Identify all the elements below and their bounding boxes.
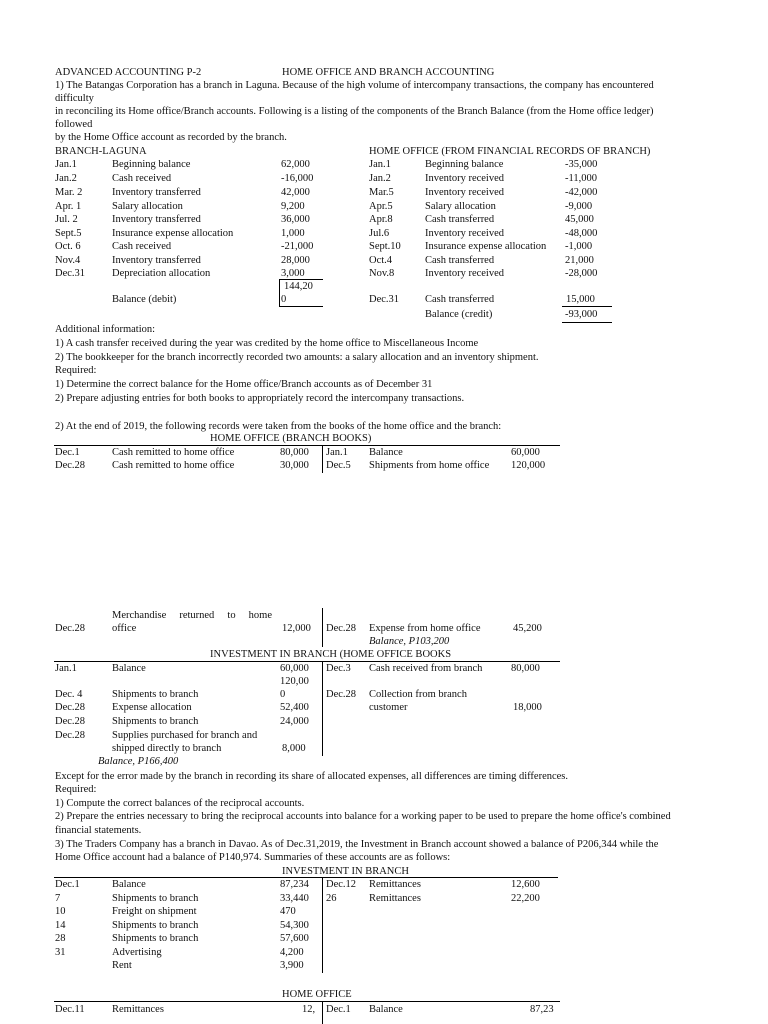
row-desc: Freight on shipment — [112, 906, 197, 917]
ib-davao-title: INVESTMENT IN BRANCH — [282, 866, 409, 877]
row-amount: -16,000 — [281, 173, 314, 184]
row-desc: Inventory transferred — [112, 214, 201, 225]
row-date: 31 — [55, 947, 66, 958]
additional-info-heading: Additional information: — [55, 324, 156, 335]
row-amount: 30,000 — [280, 460, 309, 471]
row-desc: Remittances — [369, 879, 421, 890]
row-amount: 57,600 — [280, 933, 309, 944]
p2-required-1: 1) Compute the correct balances of the reciprocal accounts. — [55, 798, 305, 809]
row-date: 7 — [55, 893, 61, 904]
row-amount: 120,00 — [280, 676, 309, 687]
row-amount: 3,900 — [280, 960, 304, 971]
left-total-b: 0 — [281, 294, 287, 305]
p2-required-heading: Required: — [55, 784, 97, 795]
p2-required-2-cont: financial statements. — [55, 825, 142, 836]
row-amount: 12, — [302, 1004, 316, 1015]
t-account-divider — [322, 661, 323, 756]
row-desc: Inventory received — [425, 187, 505, 198]
row-date: Sept.10 — [369, 241, 401, 252]
row-date: Mar.5 — [369, 187, 394, 198]
ho-davao-title: HOME OFFICE — [282, 989, 352, 1000]
row-date: Jan.1 — [55, 159, 77, 170]
row-amount: -42,000 — [565, 187, 598, 198]
row-desc: Rent — [112, 960, 132, 971]
p2-note-1: Except for the error made by the branch in recording its share of allocated expenses, all differences are timing differences. — [55, 771, 569, 782]
row-amount: 24,000 — [280, 716, 309, 727]
ho-branch-books-title: HOME OFFICE (BRANCH BOOKS) — [210, 433, 372, 444]
row-date: Oct. 6 — [55, 241, 81, 252]
row-desc: Shipments to branch — [112, 716, 199, 727]
row-amount: 54,300 — [280, 920, 309, 931]
row-desc: Shipments to branch — [112, 893, 199, 904]
t-account-divider — [322, 445, 323, 473]
row-desc: Inventory received — [425, 228, 505, 239]
row-desc: Shipments to branch — [112, 689, 199, 700]
row-amount: 87,234 — [280, 879, 309, 890]
t-account-divider — [322, 877, 323, 973]
row-amount: 18,000 — [513, 702, 542, 713]
row-date: Mar. 2 — [55, 187, 83, 198]
row-date: Dec.28 — [55, 460, 86, 471]
p1-intro-line3: in reconciling its Home office/Branch accounts. Following is a listing of the components of the Branch Balance (from the Home office ledger) — [55, 106, 654, 117]
row-desc: Beginning balance — [425, 159, 504, 170]
row-date: Dec.5 — [326, 460, 351, 471]
row-date: Oct.4 — [369, 255, 393, 266]
row-date: Sept.5 — [55, 228, 82, 239]
row-desc: Cash remitted to home office — [112, 447, 235, 458]
right-balance-amount: -93,000 — [565, 309, 598, 320]
row-desc: Balance — [369, 447, 403, 458]
p3-intro-1: 3) The Traders Company has a branch in Davao. As of Dec.31,2019, the Investment in Branch account showed a balance of P206,344 while the — [55, 839, 659, 850]
row-desc: Expense from home office — [369, 623, 481, 634]
p2-required-2: 2) Prepare the entries necessary to bring the reciprocal accounts into balance for a working paper to be used to prepare the home office's combined — [55, 811, 671, 822]
p1-intro-line5: by the Home Office account as recorded by the branch. — [55, 132, 287, 143]
left-balance-label: Balance (debit) — [112, 294, 177, 305]
row-date: Dec.1 — [55, 879, 80, 890]
row-date: Nov.4 — [55, 255, 81, 266]
row-desc: Cash transferred — [425, 255, 495, 266]
row-desc: Expense allocation — [112, 702, 192, 713]
row-desc: Depreciation allocation — [112, 268, 211, 279]
required-heading: Required: — [55, 365, 97, 376]
row-desc: Inventory received — [425, 173, 505, 184]
row-date: Dec.28 — [55, 623, 86, 634]
total-box-left — [279, 279, 280, 306]
t-account-divider — [322, 1001, 323, 1024]
right-balance-label: Balance (credit) — [425, 309, 493, 320]
row-amount: -28,000 — [565, 268, 598, 279]
row-desc: Collection from branch — [369, 689, 467, 700]
t-account-top-rule — [54, 1001, 560, 1002]
row-amount: 12,000 — [282, 623, 311, 634]
row-amount: 0 — [280, 689, 286, 700]
row-desc: Insurance expense allocation — [425, 241, 547, 252]
row-amount: -35,000 — [565, 159, 598, 170]
row-desc: Inventory received — [425, 268, 505, 279]
row-date: Dec.28 — [55, 702, 86, 713]
row-amount: 87,23 — [530, 1004, 554, 1015]
additional-info-2: 2) The bookkeeper for the branch incorrectly recorded two amounts: a salary allocation and an inventory shipment. — [55, 352, 539, 363]
row-date: Jan.2 — [369, 173, 391, 184]
row-amount: 42,000 — [281, 187, 310, 198]
required-1: 1) Determine the correct balance for the Home office/Branch accounts as of December 31 — [55, 379, 433, 390]
row-date: Apr. 1 — [55, 201, 82, 212]
row-desc: customer — [369, 702, 408, 713]
row-amount: 45,200 — [513, 623, 542, 634]
row-amount: 60,000 — [280, 663, 309, 674]
row-desc: Cash received — [112, 173, 172, 184]
p3-intro-2: Home Office account had a balance of P140,974. Summaries of these accounts are as follows: — [55, 852, 451, 863]
left-total-a: 144,20 — [284, 281, 313, 292]
row-amount: 3,000 — [281, 268, 305, 279]
row-desc: Insurance expense allocation — [112, 228, 234, 239]
row-date: Dec.1 — [326, 1004, 351, 1015]
row-amount: 52,400 — [280, 702, 309, 713]
row-date: Apr.5 — [369, 201, 393, 212]
row-date: Dec.28 — [326, 689, 357, 700]
row-amount: 8,000 — [282, 743, 306, 754]
row-amount: 28,000 — [281, 255, 310, 266]
row-desc: Balance — [369, 1004, 403, 1015]
home-office-records-title: HOME OFFICE (FROM FINANCIAL RECORDS OF BRANCH) — [369, 146, 651, 157]
row-desc: Salary allocation — [112, 201, 183, 212]
row-desc: Remittances — [112, 1004, 164, 1015]
row-desc: shipped directly to branch — [112, 743, 222, 754]
row-amount: 80,000 — [280, 447, 309, 458]
additional-info-1: 1) A cash transfer received during the year was credited by the home office to Miscellaneous Income — [55, 338, 479, 349]
row-date: Dec.1 — [55, 447, 80, 458]
row-amount: 12,600 — [511, 879, 540, 890]
p1-intro-line2: difficulty — [55, 93, 94, 104]
row-amount: -9,000 — [565, 201, 593, 212]
row-desc: Inventory transferred — [112, 187, 201, 198]
row-date: Dec.3 — [326, 663, 351, 674]
row-amount: 4,200 — [280, 947, 304, 958]
row-amount: 21,000 — [565, 255, 594, 266]
row-amount: -1,000 — [565, 241, 593, 252]
row-amount: 470 — [280, 906, 296, 917]
required-2: 2) Prepare adjusting entries for both books to appropriately record the intercompany transactions. — [55, 393, 465, 404]
row-amount: 9,200 — [281, 201, 305, 212]
row-date: Jan.1 — [369, 159, 391, 170]
row-desc: Salary allocation — [425, 201, 496, 212]
row-date: Jul. 2 — [55, 214, 78, 225]
row-date: Jan.1 — [55, 663, 77, 674]
row-date: Dec.12 — [326, 879, 357, 890]
row-desc: Cash transferred — [425, 214, 495, 225]
row-desc: Shipments to branch — [112, 933, 199, 944]
row-amount: -11,000 — [565, 173, 597, 184]
row-amount: 80,000 — [511, 663, 540, 674]
row-amount: 33,440 — [280, 893, 309, 904]
row-date: Dec.28 — [55, 716, 86, 727]
course-title: ADVANCED ACCOUNTING P-2 — [55, 67, 202, 78]
t-account-divider — [322, 608, 323, 647]
row-amount: -48,000 — [565, 228, 598, 239]
row-desc: Beginning balance — [112, 159, 191, 170]
ib-balance: Balance, P166,400 — [98, 756, 179, 767]
row-desc: Balance — [112, 663, 146, 674]
row-desc: Shipments to branch — [112, 920, 199, 931]
row-amount: 1,000 — [281, 228, 305, 239]
right-total-rule — [562, 306, 612, 307]
row-amount: -21,000 — [281, 241, 314, 252]
row-desc: Remittances — [369, 893, 421, 904]
row-desc: Merchandise returned to home — [112, 610, 272, 621]
row-amount: 45,000 — [565, 214, 594, 225]
row-date: Nov.8 — [369, 268, 395, 279]
row-date: 28 — [55, 933, 66, 944]
row-date: 10 — [55, 906, 66, 917]
row-desc: Advertising — [112, 947, 162, 958]
row-date: Dec.11 — [55, 1004, 85, 1015]
row-desc: Cash received from branch — [369, 663, 483, 674]
row-desc: Cash remitted to home office — [112, 460, 235, 471]
row-amount: 62,000 — [281, 159, 310, 170]
row-date: 26 — [326, 893, 337, 904]
row-date: Dec.31 — [369, 294, 400, 305]
p2-intro: 2) At the end of 2019, the following records were taken from the books of the home office and the branch: — [55, 421, 502, 432]
row-desc: Cash received — [112, 241, 172, 252]
row-amount: 60,000 — [511, 447, 540, 458]
ho-balance: Balance, P103,200 — [369, 636, 450, 647]
row-desc: Inventory transferred — [112, 255, 201, 266]
row-date: 14 — [55, 920, 66, 931]
row-date: Jan.1 — [326, 447, 348, 458]
row-date: Jul.6 — [369, 228, 390, 239]
row-amount: 15,000 — [566, 294, 595, 305]
topic-title: HOME OFFICE AND BRANCH ACCOUNTING — [282, 67, 495, 78]
row-desc: office — [112, 623, 137, 634]
row-date: Dec.28 — [55, 730, 86, 741]
row-date: Apr.8 — [369, 214, 393, 225]
p1-intro-line4: followed — [55, 119, 93, 130]
total-rule-bottom — [279, 306, 323, 307]
branch-laguna-title: BRANCH-LAGUNA — [55, 146, 147, 157]
row-amount: 120,000 — [511, 460, 546, 471]
ib-home-office-books-title: INVESTMENT IN BRANCH (HOME OFFICE BOOKS — [210, 649, 452, 660]
right-total-rule-bottom — [562, 322, 612, 323]
row-date: Jan.2 — [55, 173, 77, 184]
row-desc: Balance — [112, 879, 146, 890]
row-date: Dec. 4 — [55, 689, 83, 700]
row-amount: 22,200 — [511, 893, 540, 904]
row-desc: Supplies purchased for branch and — [112, 730, 258, 741]
row-desc: Shipments from home office — [369, 460, 490, 471]
row-date: Dec.31 — [55, 268, 86, 279]
p1-intro-line1: 1) The Batangas Corporation has a branch in Laguna. Because of the high volume of intercompany transactions, the company has encountered — [55, 80, 654, 91]
row-desc: Cash transferred — [425, 294, 495, 305]
row-date: Dec.28 — [326, 623, 357, 634]
row-amount: 36,000 — [281, 214, 310, 225]
